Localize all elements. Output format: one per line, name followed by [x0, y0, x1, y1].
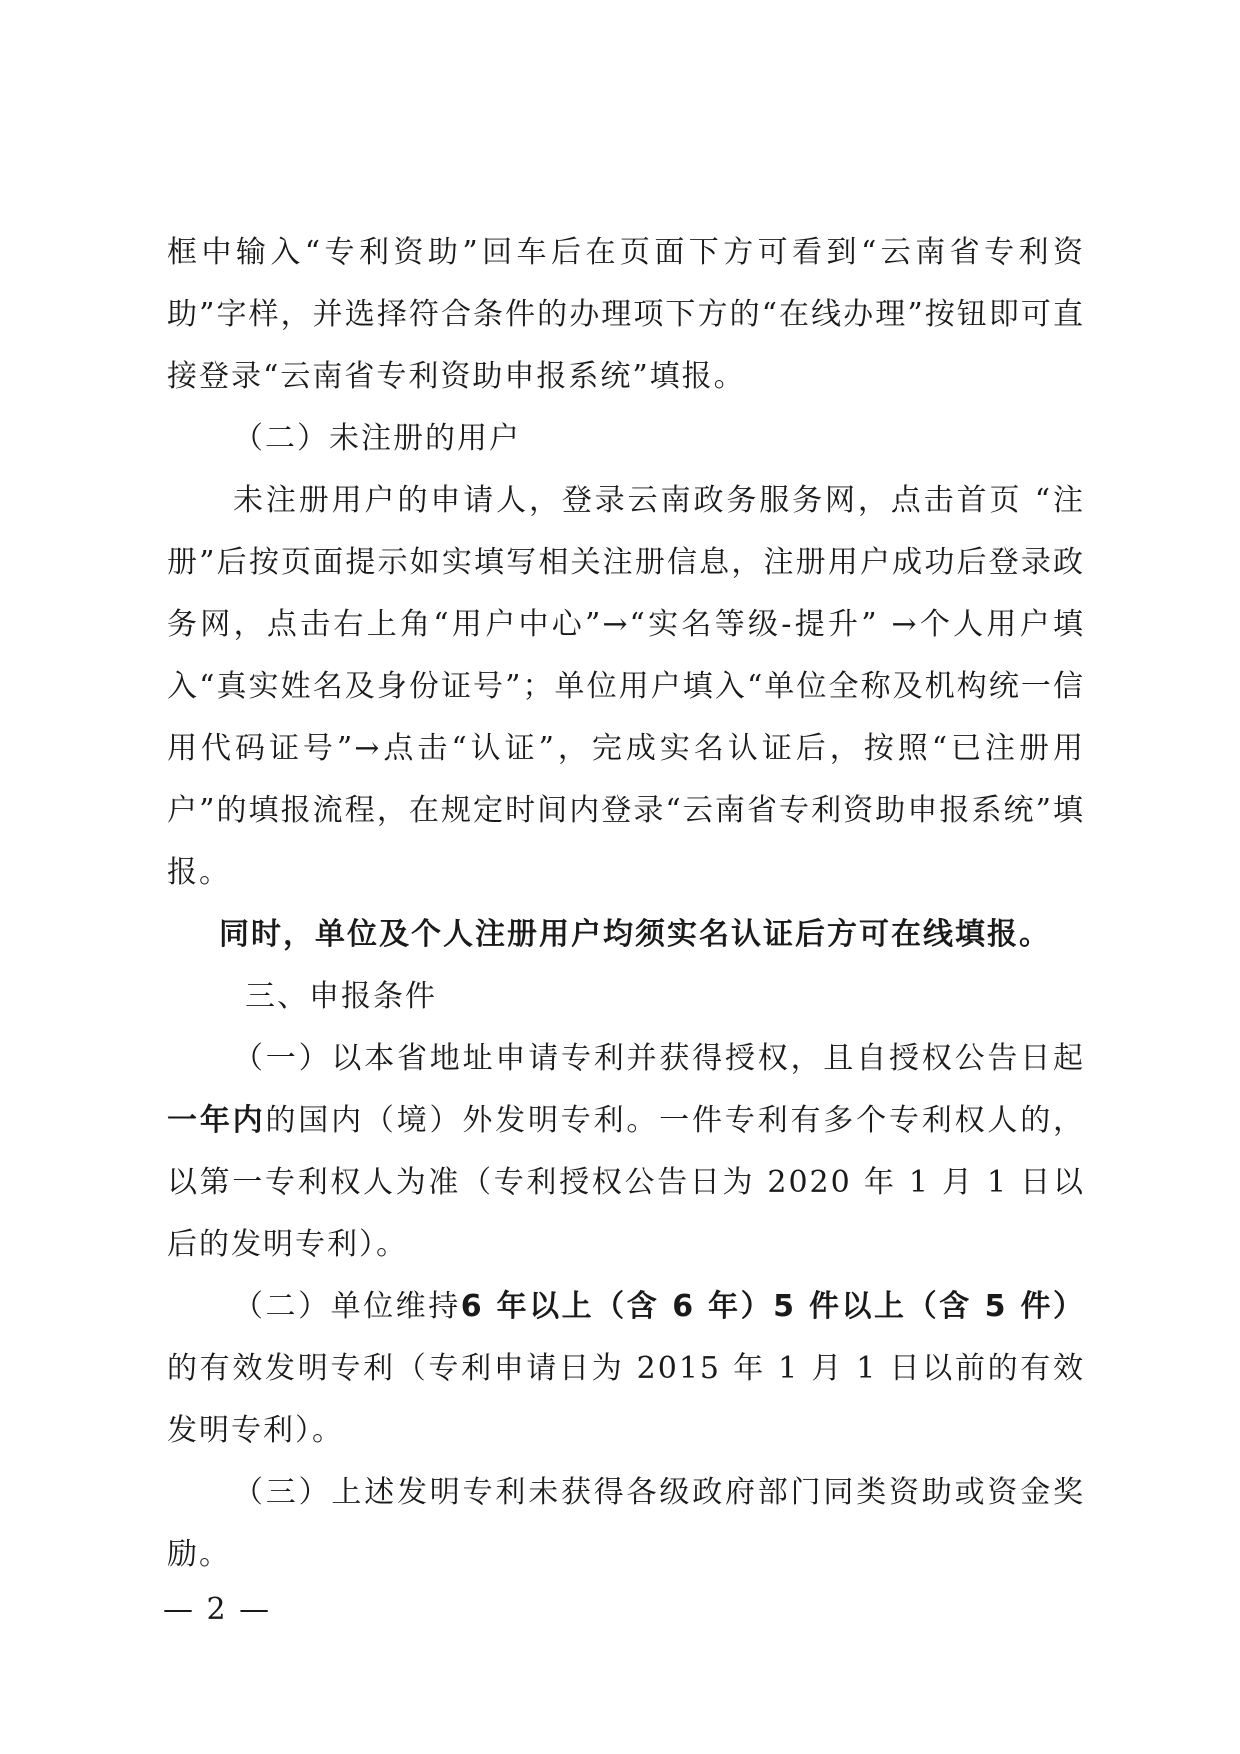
paragraph-condition-3: （三）上述发明专利未获得各级政府部门同类资助或资金奖励。 — [167, 1475, 1085, 1572]
page-number: — 2 — — [163, 1592, 272, 1627]
paragraph-condition-1 — [167, 1028, 1085, 1276]
paragraph-unregistered-users: 未注册用户的申请人，登录云南政务服务网，点击首页 “注册”后按页面提示如实填写相关注册信息，注册用户成功后登录政务网，点击右上角“用户中心”→“实名等级-提升” →个人用户填入“真实姓名及身份证号”；单位用户填入“单位全称及机构统一信用代码证号”→点击“认证”，完成实名认证后，按照“已注册用户”的填报流程，在规定时间内登录“云南省专利资助申报系统”填报。 — [167, 483, 1085, 890]
subheading-unregistered-users: （二）未注册的用户 — [233, 421, 521, 456]
condition-2-emphasis: 6 年以上（含 6 年）5 件以上（含 5 件） — [460, 1289, 1086, 1324]
paragraph-realname-notice: 同时，单位及个人注册用户均须实名认证后方可在线填报。 — [219, 917, 1051, 952]
section-heading-conditions: 三、申报条件 — [245, 979, 437, 1014]
condition-1-text-a: （一）以本省地址申请专利并获得授权，且自授权公告日起 — [233, 1041, 1085, 1076]
paragraph-registered-users-tail: 框中输入“专利资助”回车后在页面下方可看到“云南省专利资助”字样，并选择符合条件的办理项下方的“在线办理”按钮即可直接登录“云南省专利资助申报系统”填报。 — [167, 235, 1085, 394]
condition-2-text-a: （二）单位维持 — [233, 1289, 461, 1324]
condition-1-emphasis: 一年内 — [167, 1103, 266, 1138]
condition-2-text-b: 的有效发明专利（专利申请日为 2015 年 1 月 1 日以前的有效发明专利）。 — [167, 1351, 1085, 1448]
document-body — [167, 222, 1085, 1586]
condition-1-text-b: 的国内（境）外发明专利。一件专利有多个专利权人的，以第一专利权人为准（专利授权公告日为 2020 年 1 月 1 日以后的发明专利）。 — [167, 1103, 1086, 1262]
paragraph-condition-2 — [167, 1276, 1085, 1462]
